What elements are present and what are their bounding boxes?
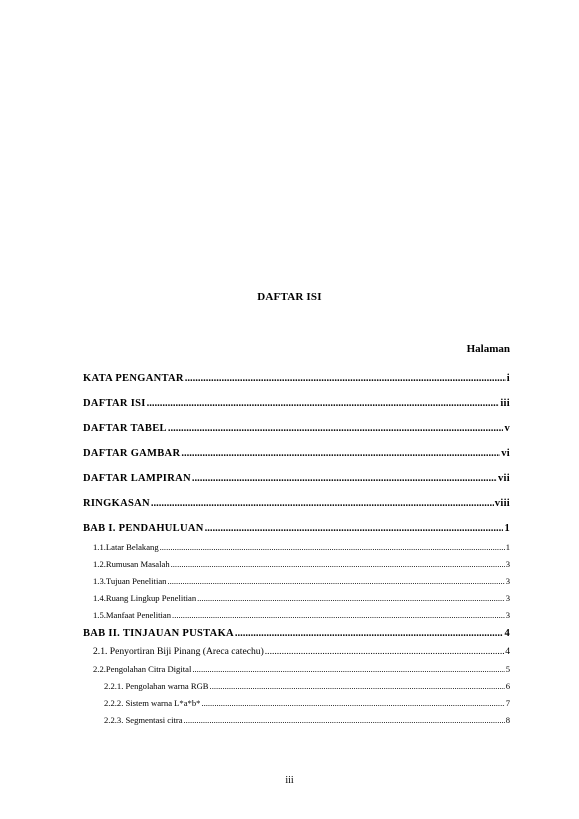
toc-entry-label: 1.3.Tujuan Penelitian [93,576,167,586]
toc-subentry[interactable] [83,558,510,575]
toc-dot-leader [201,697,504,709]
toc-subentry[interactable] [83,592,510,609]
toc-entry[interactable] [83,447,510,472]
toc-entry-label: DAFTAR GAMBAR [83,448,181,459]
toc-subentry[interactable] [83,646,510,663]
toc-entry[interactable] [83,422,510,447]
toc-dot-leader [192,472,497,486]
toc-entry-page: 1 [504,523,510,534]
toc-entry-page: 3 [505,593,510,603]
toc-dot-leader [168,422,504,436]
toc-dot-leader [210,680,505,692]
toc-entry-label: DAFTAR LAMPIRAN [83,473,191,484]
toc-subentry[interactable] [83,697,510,714]
toc-entry-page: i [506,373,510,384]
toc-entry-label: 2.2.2. Sistem warna L*a*b* [104,698,201,708]
toc-entry-label: 2.2.3. Segmentasi citra [104,715,183,725]
toc-dot-leader [192,663,504,675]
toc-entry-page: 1 [505,542,510,552]
toc-entry-page: 3 [505,610,510,620]
toc-entry-page: 4 [504,628,510,639]
toc-dot-leader [197,592,505,604]
toc-entry-page: 8 [505,715,510,725]
toc-entry-label: DAFTAR TABEL [83,423,167,434]
toc-entry[interactable] [83,472,510,497]
toc-dot-leader [172,609,505,621]
toc-entry-label: 2.2.Pengolahan Citra Digital [93,664,192,674]
toc-dot-leader [184,714,505,726]
toc-entry-label: BAB I. PENDAHULUAN [83,523,204,534]
toc-entry-label: BAB II. TINJAUAN PUSTAKA [83,628,234,639]
toc-entry-label: 1.1.Latar Belakang [93,542,159,552]
toc-dot-leader [147,397,500,411]
toc-entry-label: 2.2.1. Pengolahan warna RGB [104,681,209,691]
toc-dot-leader [171,558,505,570]
toc-entry-page: viii [494,498,510,509]
toc-subentry[interactable] [83,663,510,680]
table-of-contents [83,372,510,731]
toc-dot-leader [151,497,494,511]
toc-entry-label: 2.1. Penyortiran Biji Pinang (Areca catechu) [93,646,264,657]
toc-entry-label: DAFTAR ISI [83,398,146,409]
toc-entry-page: iii [500,398,510,409]
toc-subentry[interactable] [83,680,510,697]
toc-entry[interactable] [83,497,510,522]
toc-entry-label: KATA PENGANTAR [83,373,184,384]
toc-entry[interactable] [83,372,510,397]
page-column-header: Halaman [466,343,510,355]
toc-subentry[interactable] [83,575,510,592]
toc-entry-page: 5 [505,664,510,674]
toc-dot-leader [181,447,500,461]
toc-entry-page: v [504,423,510,434]
toc-subentry[interactable] [83,714,510,731]
toc-entry-page: 3 [505,576,510,586]
toc-dot-leader [160,541,505,553]
toc-subentry[interactable] [83,609,510,626]
toc-dot-leader [185,372,506,386]
toc-dot-leader [167,575,504,587]
toc-entry[interactable] [83,397,510,422]
toc-dot-leader [265,646,504,658]
toc-dot-leader [235,627,504,641]
toc-entry-page: 4 [505,646,510,657]
toc-entry-page: vii [498,473,510,484]
toc-entry-page: vi [501,448,510,459]
toc-entry-page: 7 [505,698,510,708]
toc-entry-label: 1.2.Rumusan Masalah [93,559,170,569]
toc-entry-page: 6 [505,681,510,691]
toc-entry-label: 1.5.Manfaat Penelitian [93,610,172,620]
footer-page-number: iii [285,775,294,786]
toc-entry-label: RINGKASAN [83,498,150,509]
toc-entry-label: 1.4.Ruang Lingkup Penelitian [93,593,197,603]
page-title: DAFTAR ISI [257,291,322,303]
toc-entry-page: 3 [505,559,510,569]
toc-subentry[interactable] [83,541,510,558]
toc-dot-leader [205,522,504,536]
